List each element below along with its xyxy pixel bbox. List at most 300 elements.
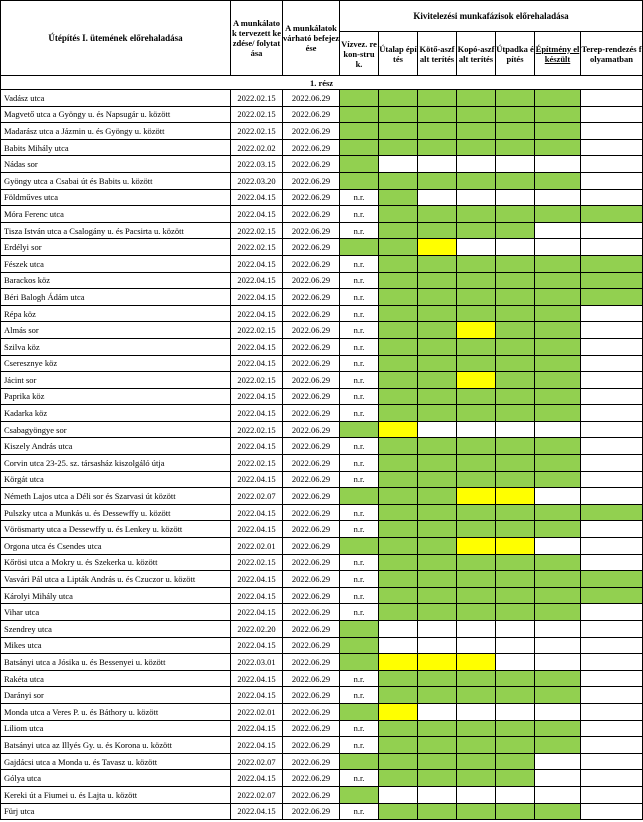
phase-cell: n.r. bbox=[340, 687, 379, 704]
phase-cell bbox=[418, 803, 457, 820]
phase-cell bbox=[581, 488, 643, 505]
phase-cell bbox=[418, 604, 457, 621]
phase-cell bbox=[457, 621, 496, 638]
phase-cell bbox=[535, 504, 581, 521]
phase-cell bbox=[379, 621, 418, 638]
table-row bbox=[1, 687, 643, 704]
phase-cell bbox=[418, 554, 457, 571]
phase-cell bbox=[496, 172, 535, 189]
start-date: 2022.04.15 bbox=[231, 521, 283, 538]
street-name: Barackos köz bbox=[1, 272, 231, 289]
street-name: Béri Balogh Ádám utca bbox=[1, 289, 231, 306]
table-row bbox=[1, 753, 643, 770]
phase-cell bbox=[581, 222, 643, 239]
start-date: 2022.02.07 bbox=[231, 753, 283, 770]
phase-cell bbox=[581, 753, 643, 770]
phase-cell bbox=[418, 338, 457, 355]
phase-cell bbox=[581, 604, 643, 621]
end-date: 2022.06.29 bbox=[283, 388, 340, 405]
phase-cell bbox=[418, 305, 457, 322]
street-name: Szendrey utca bbox=[1, 621, 231, 638]
end-date: 2022.06.29 bbox=[283, 621, 340, 638]
street-name: Vihar utca bbox=[1, 604, 231, 621]
end-date: 2022.06.29 bbox=[283, 670, 340, 687]
phase-cell bbox=[457, 654, 496, 671]
phase-cell bbox=[457, 255, 496, 272]
start-date: 2022.04.15 bbox=[231, 189, 283, 206]
phase-cell bbox=[496, 355, 535, 372]
phase-cell bbox=[496, 703, 535, 720]
phase-cell bbox=[457, 770, 496, 787]
street-name: Paprika köz bbox=[1, 388, 231, 405]
phase-cell bbox=[535, 753, 581, 770]
start-date: 2022.04.15 bbox=[231, 670, 283, 687]
phase-cell bbox=[379, 106, 418, 123]
phase-cell: n.r. bbox=[340, 504, 379, 521]
phase-cell bbox=[379, 521, 418, 538]
phase-cell bbox=[379, 770, 418, 787]
phase-cell: n.r. bbox=[340, 189, 379, 206]
street-name: Kereki út a Fiumei u. és Lajta u. között bbox=[1, 786, 231, 803]
end-date: 2022.06.29 bbox=[283, 156, 340, 173]
phase-cell: n.r. bbox=[340, 455, 379, 472]
phase-cell bbox=[581, 521, 643, 538]
phase-cell bbox=[379, 305, 418, 322]
phase-cell bbox=[496, 637, 535, 654]
phase-cell bbox=[379, 737, 418, 754]
phase-cell bbox=[457, 786, 496, 803]
phase-cell: n.r. bbox=[340, 438, 379, 455]
phase-cell bbox=[535, 355, 581, 372]
street-name: Erdélyi sor bbox=[1, 239, 231, 256]
phase-cell bbox=[581, 156, 643, 173]
street-name: Vasvári Pál utca a Lipták András u. és Czuczor u. között bbox=[1, 571, 231, 588]
phase-cell bbox=[340, 421, 379, 438]
phase-cell bbox=[496, 737, 535, 754]
phase-cell bbox=[496, 786, 535, 803]
end-date: 2022.06.29 bbox=[283, 488, 340, 505]
end-date: 2022.06.29 bbox=[283, 239, 340, 256]
phase-cell bbox=[535, 455, 581, 472]
phase-cell: n.r. bbox=[340, 322, 379, 339]
street-name: Fészek utca bbox=[1, 255, 231, 272]
phase-cell bbox=[581, 255, 643, 272]
end-date: 2022.06.29 bbox=[283, 571, 340, 588]
phase-cell bbox=[457, 90, 496, 107]
phase-cell bbox=[379, 637, 418, 654]
street-name: Babits Mihály utca bbox=[1, 139, 231, 156]
phase-cell bbox=[379, 654, 418, 671]
phase-cell bbox=[496, 106, 535, 123]
phase-cell: n.r. bbox=[340, 770, 379, 787]
table-row bbox=[1, 139, 643, 156]
phase-cell bbox=[418, 521, 457, 538]
phase-cell bbox=[418, 421, 457, 438]
phase-cell bbox=[496, 720, 535, 737]
phase-header-landscaping: Terep-rendezés folyamatban bbox=[581, 32, 643, 76]
phase-cell bbox=[535, 488, 581, 505]
phase-cell bbox=[535, 720, 581, 737]
phase-cell bbox=[535, 571, 581, 588]
phase-cell bbox=[496, 770, 535, 787]
phase-cell bbox=[496, 289, 535, 306]
end-date: 2022.06.29 bbox=[283, 438, 340, 455]
phase-cell bbox=[379, 504, 418, 521]
phase-cell bbox=[581, 355, 643, 372]
table-row bbox=[1, 338, 643, 355]
phase-cell bbox=[535, 803, 581, 820]
phase-cell bbox=[379, 786, 418, 803]
phase-cell bbox=[379, 189, 418, 206]
phase-cell bbox=[457, 239, 496, 256]
phase-cell bbox=[418, 770, 457, 787]
phase-cell bbox=[457, 338, 496, 355]
phase-cell bbox=[457, 322, 496, 339]
phase-cell bbox=[535, 222, 581, 239]
phase-cell bbox=[581, 703, 643, 720]
street-name: Liliom utca bbox=[1, 720, 231, 737]
phase-cell: n.r. bbox=[340, 471, 379, 488]
phase-cell: n.r. bbox=[340, 289, 379, 306]
phase-cell bbox=[496, 239, 535, 256]
phase-cell bbox=[457, 156, 496, 173]
phase-cell bbox=[496, 521, 535, 538]
phase-cell bbox=[535, 554, 581, 571]
phase-cell bbox=[340, 239, 379, 256]
phase-cell bbox=[496, 621, 535, 638]
phase-cell bbox=[340, 654, 379, 671]
street-name: Körgát utca bbox=[1, 471, 231, 488]
phase-cell bbox=[457, 106, 496, 123]
street-name: Földműves utca bbox=[1, 189, 231, 206]
phase-cell bbox=[535, 654, 581, 671]
start-date: 2022.02.02 bbox=[231, 139, 283, 156]
phase-cell bbox=[581, 670, 643, 687]
start-date: 2022.04.15 bbox=[231, 803, 283, 820]
phase-cell bbox=[457, 571, 496, 588]
phase-cell bbox=[496, 206, 535, 223]
street-name: Károlyi Mihály utca bbox=[1, 587, 231, 604]
phase-cell bbox=[457, 554, 496, 571]
start-date: 2022.04.15 bbox=[231, 471, 283, 488]
start-date: 2022.04.15 bbox=[231, 687, 283, 704]
phase-cell bbox=[535, 770, 581, 787]
phase-cell bbox=[418, 139, 457, 156]
phase-cell: n.r. bbox=[340, 255, 379, 272]
phase-cell bbox=[418, 222, 457, 239]
start-date: 2022.04.15 bbox=[231, 571, 283, 588]
phase-cell bbox=[535, 587, 581, 604]
table-row bbox=[1, 703, 643, 720]
phase-cell bbox=[496, 571, 535, 588]
phase-cell bbox=[496, 455, 535, 472]
phase-cell bbox=[535, 703, 581, 720]
phase-cell bbox=[457, 538, 496, 555]
phase-cell bbox=[457, 471, 496, 488]
phase-cell bbox=[379, 571, 418, 588]
street-name: Tisza István utca a Csalogány u. és Pacsirta u. között bbox=[1, 222, 231, 239]
phase-cell bbox=[581, 587, 643, 604]
phase-cell bbox=[457, 438, 496, 455]
phase-cell bbox=[418, 687, 457, 704]
phase-cell bbox=[581, 272, 643, 289]
phase-cell bbox=[418, 654, 457, 671]
phase-cell bbox=[418, 438, 457, 455]
table-row bbox=[1, 504, 643, 521]
phase-cell bbox=[535, 687, 581, 704]
start-date: 2022.02.15 bbox=[231, 239, 283, 256]
table-row bbox=[1, 621, 643, 638]
phase-cell bbox=[581, 554, 643, 571]
phase-cell bbox=[581, 421, 643, 438]
phase-cell: n.r. bbox=[340, 222, 379, 239]
street-name: Almás sor bbox=[1, 322, 231, 339]
phase-cell bbox=[418, 106, 457, 123]
street-name: Rakéta utca bbox=[1, 670, 231, 687]
phase-cell bbox=[581, 322, 643, 339]
phase-cell bbox=[581, 189, 643, 206]
phase-cell bbox=[496, 305, 535, 322]
phase-cell: n.r. bbox=[340, 405, 379, 422]
end-date: 2022.06.29 bbox=[283, 803, 340, 820]
phase-cell bbox=[581, 471, 643, 488]
phase-cell bbox=[496, 753, 535, 770]
table-row bbox=[1, 488, 643, 505]
phase-cell bbox=[496, 488, 535, 505]
end-date: 2022.06.29 bbox=[283, 753, 340, 770]
end-date: 2022.06.29 bbox=[283, 289, 340, 306]
start-date: 2022.04.15 bbox=[231, 637, 283, 654]
end-date-column-header: A munkálatok várható befejezése bbox=[283, 1, 340, 76]
phase-cell bbox=[535, 172, 581, 189]
phase-cell bbox=[496, 803, 535, 820]
end-date: 2022.06.29 bbox=[283, 786, 340, 803]
phase-cell bbox=[496, 338, 535, 355]
end-date: 2022.06.29 bbox=[283, 637, 340, 654]
start-date: 2022.02.07 bbox=[231, 488, 283, 505]
start-date: 2022.02.15 bbox=[231, 372, 283, 389]
street-name: Monda utca a Veres P. u. és Báthory u. között bbox=[1, 703, 231, 720]
phase-cell bbox=[379, 421, 418, 438]
phase-cell bbox=[379, 206, 418, 223]
phase-cell bbox=[418, 206, 457, 223]
phase-cell bbox=[418, 355, 457, 372]
phase-cell bbox=[418, 405, 457, 422]
phase-cell bbox=[535, 272, 581, 289]
start-date: 2022.04.15 bbox=[231, 272, 283, 289]
end-date: 2022.06.29 bbox=[283, 471, 340, 488]
table-row bbox=[1, 239, 643, 256]
start-date: 2022.04.15 bbox=[231, 338, 283, 355]
phase-cell bbox=[496, 90, 535, 107]
phase-cell bbox=[418, 488, 457, 505]
phase-cell bbox=[418, 538, 457, 555]
phase-cell bbox=[535, 156, 581, 173]
start-date: 2022.04.15 bbox=[231, 289, 283, 306]
end-date: 2022.06.29 bbox=[283, 222, 340, 239]
phase-cell bbox=[457, 139, 496, 156]
phase-cell bbox=[581, 338, 643, 355]
phase-cell: n.r. bbox=[340, 803, 379, 820]
phase-cell bbox=[418, 322, 457, 339]
phase-cell bbox=[340, 621, 379, 638]
phase-cell bbox=[379, 720, 418, 737]
street-name: Mikes utca bbox=[1, 637, 231, 654]
phase-cell bbox=[379, 90, 418, 107]
start-date: 2022.03.20 bbox=[231, 172, 283, 189]
phase-cell bbox=[340, 90, 379, 107]
phase-cell bbox=[581, 803, 643, 820]
phase-cell bbox=[379, 753, 418, 770]
phase-cell bbox=[340, 538, 379, 555]
phase-cell bbox=[457, 355, 496, 372]
phase-cell bbox=[418, 703, 457, 720]
phase-cell bbox=[535, 123, 581, 140]
phase-cell bbox=[379, 322, 418, 339]
phase-cell bbox=[581, 538, 643, 555]
table-row bbox=[1, 421, 643, 438]
end-date: 2022.06.29 bbox=[283, 687, 340, 704]
phase-cell bbox=[418, 272, 457, 289]
street-name: Kőrösi utca a Mokry u. és Szekerka u. között bbox=[1, 554, 231, 571]
phase-cell bbox=[457, 388, 496, 405]
phase-cell bbox=[535, 621, 581, 638]
end-date: 2022.06.29 bbox=[283, 720, 340, 737]
end-date: 2022.06.29 bbox=[283, 654, 340, 671]
phase-cell bbox=[535, 305, 581, 322]
phase-cell bbox=[496, 255, 535, 272]
phase-cell bbox=[457, 405, 496, 422]
phase-cell bbox=[581, 305, 643, 322]
phase-cell bbox=[496, 687, 535, 704]
start-date: 2022.04.15 bbox=[231, 504, 283, 521]
start-date: 2022.02.20 bbox=[231, 621, 283, 638]
phase-header-shoulder: Útpadka építés bbox=[496, 32, 535, 76]
phase-cell bbox=[457, 272, 496, 289]
start-date: 2022.03.01 bbox=[231, 654, 283, 671]
phase-header-base: Útalap építés bbox=[379, 32, 418, 76]
phase-cell bbox=[418, 239, 457, 256]
phase-cell bbox=[581, 90, 643, 107]
phase-cell bbox=[379, 587, 418, 604]
phase-cell bbox=[496, 139, 535, 156]
phase-header-wearing: Kopó-aszfalt terítés bbox=[457, 32, 496, 76]
phase-cell bbox=[457, 803, 496, 820]
phase-cell bbox=[340, 172, 379, 189]
phase-cell: n.r. bbox=[340, 206, 379, 223]
phase-cell bbox=[379, 289, 418, 306]
phase-cell bbox=[535, 538, 581, 555]
phase-cell bbox=[581, 637, 643, 654]
table-row bbox=[1, 587, 643, 604]
phase-cell bbox=[340, 156, 379, 173]
phase-cell bbox=[457, 421, 496, 438]
phase-cell bbox=[340, 753, 379, 770]
start-date: 2022.02.01 bbox=[231, 538, 283, 555]
phase-cell bbox=[496, 322, 535, 339]
table-row bbox=[1, 571, 643, 588]
street-name: Cseresznye köz bbox=[1, 355, 231, 372]
phase-cell bbox=[496, 156, 535, 173]
phase-cell bbox=[581, 770, 643, 787]
phase-cell bbox=[379, 338, 418, 355]
phase-cell bbox=[379, 355, 418, 372]
street-column-header: Útépítés I. ütemének előrehaladása bbox=[1, 1, 231, 76]
end-date: 2022.06.29 bbox=[283, 587, 340, 604]
phase-cell bbox=[457, 703, 496, 720]
start-date: 2022.04.15 bbox=[231, 604, 283, 621]
street-name: Szilva köz bbox=[1, 338, 231, 355]
end-date: 2022.06.29 bbox=[283, 504, 340, 521]
phase-cell bbox=[535, 255, 581, 272]
phase-cell bbox=[379, 538, 418, 555]
table-row bbox=[1, 720, 643, 737]
start-date: 2022.04.15 bbox=[231, 305, 283, 322]
start-date: 2022.02.15 bbox=[231, 322, 283, 339]
phase-cell bbox=[535, 139, 581, 156]
street-name: Gajdácsi utca a Monda u. és Tavasz u. között bbox=[1, 753, 231, 770]
phase-cell bbox=[535, 206, 581, 223]
street-name: Csabagyöngye sor bbox=[1, 421, 231, 438]
start-date: 2022.02.07 bbox=[231, 786, 283, 803]
end-date: 2022.06.29 bbox=[283, 272, 340, 289]
phase-cell bbox=[581, 720, 643, 737]
phase-cell bbox=[379, 222, 418, 239]
end-date: 2022.06.29 bbox=[283, 355, 340, 372]
phase-cell bbox=[379, 803, 418, 820]
table-row bbox=[1, 670, 643, 687]
street-name: Répa köz bbox=[1, 305, 231, 322]
phase-cell bbox=[379, 438, 418, 455]
phase-cell bbox=[535, 289, 581, 306]
phase-cell bbox=[535, 90, 581, 107]
phase-cell bbox=[535, 106, 581, 123]
phase-cell: n.r. bbox=[340, 571, 379, 588]
phase-cell bbox=[457, 720, 496, 737]
street-name: Orgona utca és Csendes utca bbox=[1, 538, 231, 555]
phase-cell bbox=[340, 488, 379, 505]
start-date: 2022.02.15 bbox=[231, 123, 283, 140]
table-row bbox=[1, 222, 643, 239]
end-date: 2022.06.29 bbox=[283, 554, 340, 571]
phase-cell bbox=[535, 239, 581, 256]
phase-cell bbox=[379, 272, 418, 289]
phases-group-header: Kivitelezési munkafázisok előrehaladása bbox=[340, 1, 643, 32]
phase-cell bbox=[535, 405, 581, 422]
phase-cell bbox=[418, 504, 457, 521]
street-name: Fürj utca bbox=[1, 803, 231, 820]
table-row bbox=[1, 388, 643, 405]
phase-cell bbox=[535, 388, 581, 405]
phase-cell bbox=[418, 156, 457, 173]
end-date: 2022.06.29 bbox=[283, 421, 340, 438]
phase-cell: n.r. bbox=[340, 670, 379, 687]
phase-cell bbox=[581, 106, 643, 123]
phase-cell bbox=[581, 571, 643, 588]
start-date: 2022.04.15 bbox=[231, 737, 283, 754]
end-date: 2022.06.29 bbox=[283, 538, 340, 555]
phase-cell bbox=[340, 786, 379, 803]
phase-cell bbox=[457, 504, 496, 521]
phase-cell bbox=[418, 753, 457, 770]
end-date: 2022.06.29 bbox=[283, 305, 340, 322]
phase-cell bbox=[340, 139, 379, 156]
phase-cell bbox=[379, 554, 418, 571]
table-row bbox=[1, 372, 643, 389]
phase-cell bbox=[581, 455, 643, 472]
phase-cell bbox=[379, 388, 418, 405]
phase-cell bbox=[496, 372, 535, 389]
